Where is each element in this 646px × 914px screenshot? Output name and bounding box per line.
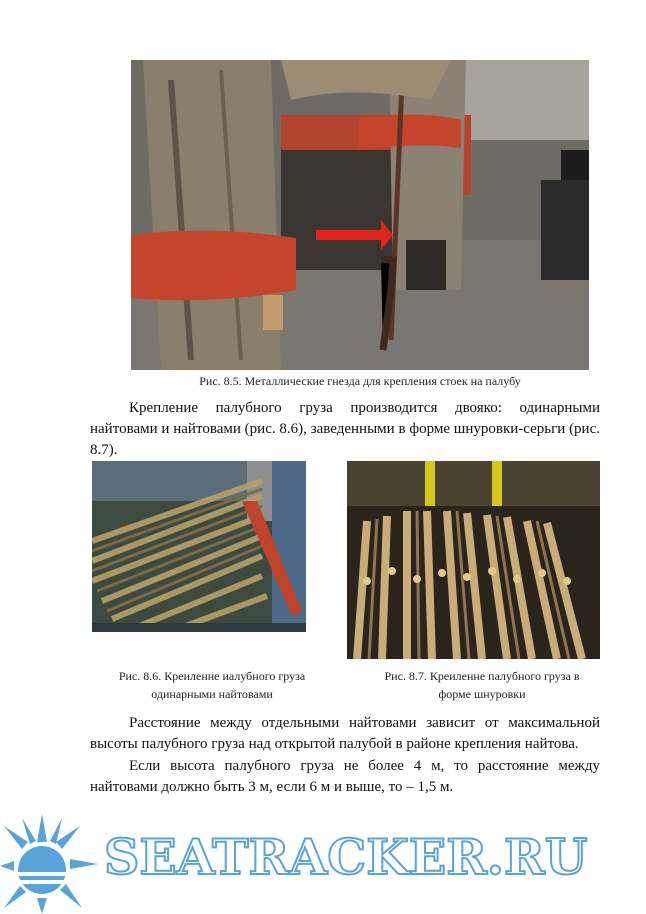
body-paragraph: Расстояние между отдельными найтовами зависит от максимальной высоты палубного груза над открытой палубой в районе крепления найтова. xyxy=(90,715,600,752)
caption-line: одинарными найтовами xyxy=(151,687,273,701)
watermark-text: SEATRACKER.RU xyxy=(104,828,588,886)
figure-caption xyxy=(352,667,612,703)
photo-single-lashing xyxy=(92,461,306,632)
body-paragraph: Крепление палубного груза производится двояко: одинарными найтовами и найтовами (рис. 8.6), заведенными в форме шнуровки-серьги (рис. 8.7). xyxy=(90,400,600,458)
figure-caption xyxy=(92,667,332,703)
photo-lacing-lashing xyxy=(347,461,600,659)
caption-line: форме шнуровки xyxy=(438,687,526,701)
watermark xyxy=(0,812,646,914)
sun-logo-icon xyxy=(0,812,100,914)
body-paragraph: Если высота палубного груза не более 4 м, то расстояние между найтовами должно быть 3 м, если 6 м и выше, то – 1,5 м. xyxy=(90,758,600,795)
caption-line: Рис. 8.7. Креиленне палубного груза в xyxy=(384,669,580,683)
figure-caption: Рис. 8.5. Металлические гнезда для крепления стоек на палубу xyxy=(199,374,521,388)
caption-line: Рис. 8.6. Креиленне иалубного груза xyxy=(118,669,306,683)
photo-stanchion-sockets xyxy=(131,60,589,370)
